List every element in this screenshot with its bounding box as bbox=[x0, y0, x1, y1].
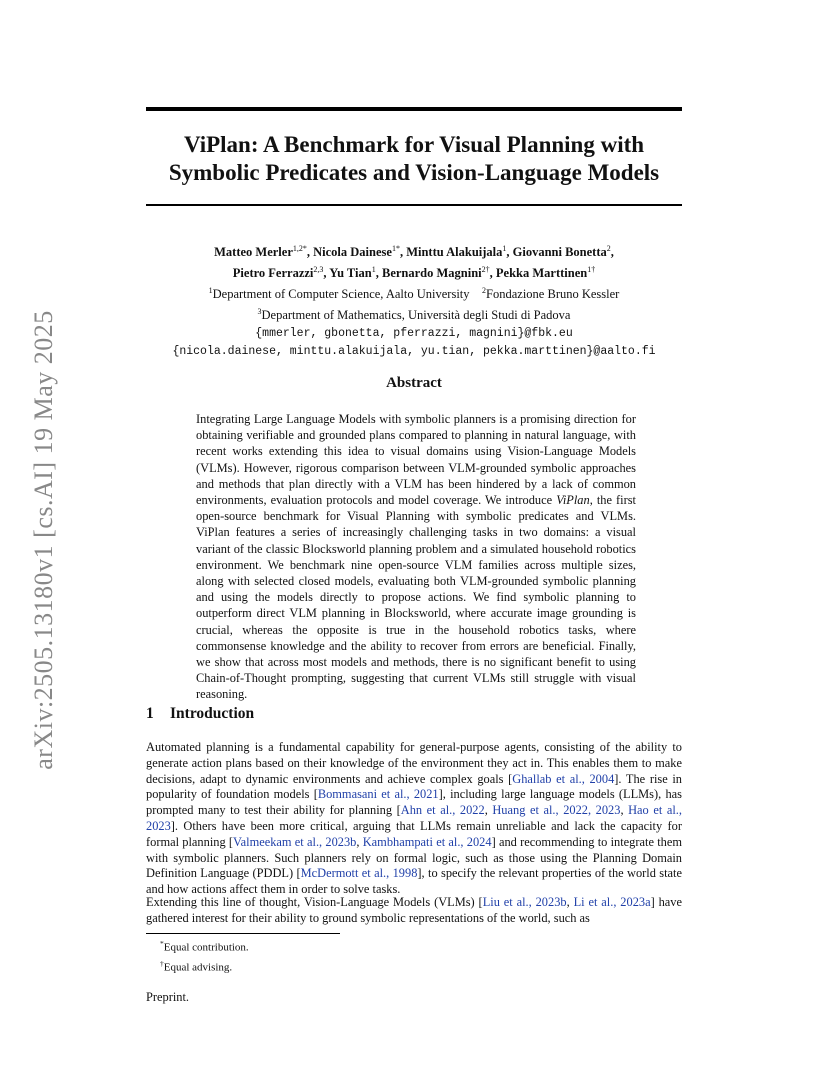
author-name: Yu Tian bbox=[329, 266, 372, 281]
title-rule-top bbox=[146, 107, 682, 111]
affiliation-2-mark: 2 bbox=[482, 286, 487, 296]
author-block bbox=[146, 240, 682, 361]
paragraph-text: , bbox=[484, 803, 493, 818]
author-affiliation-mark: 1 bbox=[502, 244, 507, 253]
author-name: Matteo Merler bbox=[214, 245, 293, 260]
paragraph-text: ] have gathered interest for their ability to ground symbolic representations of the world, such as bbox=[146, 895, 682, 925]
citation-link[interactable]: Liu et al., 2023b bbox=[482, 895, 567, 909]
abstract-emphasis: ViPlan bbox=[556, 493, 590, 508]
citation-link[interactable]: Bommasani et al., 2021 bbox=[317, 787, 439, 802]
author-affiliation-mark: 1 bbox=[371, 265, 376, 275]
email-line-2: {nicola.dainese, minttu.alakuijala, yu.tian, pekka.marttinen}@aalto.fi bbox=[172, 344, 656, 358]
author-affiliation-mark: 1† bbox=[587, 265, 596, 275]
author-affiliation-mark: 2,3 bbox=[313, 265, 324, 275]
paragraph-text: , bbox=[620, 803, 629, 818]
author-name: Minttu Alakuijala bbox=[406, 245, 503, 260]
footnotes bbox=[160, 936, 249, 975]
section-title: Introduction bbox=[170, 705, 255, 722]
paper-title bbox=[146, 131, 682, 187]
author-affiliation-mark: 2† bbox=[481, 265, 490, 275]
abstract-body bbox=[196, 411, 636, 703]
intro-paragraph-1 bbox=[146, 740, 682, 898]
author-name: Pietro Ferrazzi bbox=[232, 266, 314, 281]
paragraph-text: ]. Others have been more critical, arguing that LLMs remain unreliable and lack the capacity for formal planning [ bbox=[146, 818, 682, 849]
author-affiliation-mark: 2 bbox=[606, 244, 611, 253]
citation-link[interactable]: Ghallab et al., 2004 bbox=[512, 771, 615, 786]
affiliation-1: Department of Computer Science, Aalto University bbox=[212, 287, 470, 302]
intro-paragraph-2 bbox=[146, 895, 682, 927]
author-name: Giovanni Bonetta bbox=[512, 245, 607, 260]
footnote-mark: † bbox=[160, 958, 164, 968]
paragraph-text: ], including large language models (LLMs), has prompted many to test their ability for planning [ bbox=[146, 787, 682, 818]
affiliation-line-1 bbox=[146, 282, 682, 303]
paragraph-text: ]. The rise in popularity of foundation models [ bbox=[146, 771, 682, 802]
author-line-1: Matteo Merler$^{1,2*}$, Nicola Dainese$^{1*}$, Minttu Alakuijala$^1$, Giovanni Bonetta$^2$, bbox=[214, 244, 614, 260]
section-number: 1 bbox=[146, 705, 154, 722]
paragraph-text: Extending this line of thought, Vision-Language Models (VLMs) [ bbox=[146, 895, 483, 909]
affiliation-3: Department of Mathematics, Università degli Studi di Padova bbox=[261, 308, 571, 323]
citation-link[interactable]: McDermott et al., 1998 bbox=[300, 866, 418, 881]
author-name: Pekka Marttinen bbox=[495, 266, 588, 281]
paragraph-text: ], to specify the relevant properties of the world state and how actions affect them in order to solve tasks. bbox=[146, 866, 683, 897]
author-line-2: Pietro Ferrazzi$^{2,3}$, Yu Tian$^1$, Bernardo Magnini$^{2\dagger}$, Pekka Marttinen$^{1\dagger}$ bbox=[232, 265, 596, 281]
affiliation-1-mark: 1 bbox=[208, 286, 213, 296]
citation-link[interactable]: Huang et al., 2022, 2023 bbox=[492, 803, 621, 818]
citation-link[interactable]: Kambhampati et al., 2024 bbox=[362, 834, 492, 849]
author-affiliation-mark: 1* bbox=[391, 244, 400, 253]
abstract-heading: Abstract bbox=[386, 375, 442, 391]
arxiv-identifier: arXiv:2505.13180v1 [cs.AI] 19 May 2025 bbox=[29, 310, 58, 770]
email-line-1: {mmerler, gbonetta, pferrazzi, magnini}@fbk.eu bbox=[255, 326, 573, 340]
title-line-2: Symbolic Predicates and Vision-Language Models bbox=[168, 160, 660, 185]
paragraph-text: Automated planning is a fundamental capability for general-purpose agents, consisting of the ability to generate action plans based on their knowledge of the environment they act in. This enables them to make decisions, adapt to dynamic environments and achieve complex goals [ bbox=[146, 740, 682, 786]
footnote-text: Equal advising. bbox=[163, 961, 233, 974]
citation-link[interactable]: Hao et al., 2023 bbox=[146, 803, 682, 833]
paragraph-text: ] and recommending to integrate them with symbolic planners. Such planners rely on formal logic, such as those using the Planning Domain Definition Language (PDDL) [ bbox=[146, 834, 682, 881]
author-affiliation-mark: 1,2* bbox=[292, 244, 307, 253]
citation-link[interactable]: Li et al., 2023a bbox=[573, 895, 651, 909]
title-rule-bottom bbox=[146, 204, 682, 206]
title-line-1: ViPlan: A Benchmark for Visual Planning with bbox=[183, 132, 645, 157]
author-name: Nicola Dainese bbox=[313, 245, 392, 260]
abstract-text-1: Integrating Large Language Models with symbolic planners is a promising direction for obtaining verifiable and grounded plans compared to planning in natural language, with recent works extending this idea to visual domains using Vision-Language Models (VLMs). However, rigorous comparison between VLM-grounded symbolic approaches and methods that plan directly with a VLM has been hindered by a lack of common environments, evaluation protocols and model coverage. We introduce bbox=[196, 412, 636, 508]
footnote-text: Equal contribution. bbox=[163, 941, 249, 954]
abstract-text-2: , the first open-source benchmark for Visual Planning with symbolic predicates and VLMs. ViPlan features a series of increasingly challenging tasks in two domains: a visual variant of the classic Blocksworld planning problem and a simulated household robotics environment. We benchmark nine open-source VLM families across multiple sizes, along with selected closed models, evaluating both VLM-grounded symbolic planning and using the models directly to propose actions. We find symbolic planning to outperform direct VLM planning in Blocksworld, where accurate image grounding is crucial, whereas the opposite is true in the household robotics tasks, where commonsense knowledge and the ability to recover from errors are beneficial. Finally, we show that across most models and methods, there is no significant benefit to using Chain-of-Thought prompting, suggesting that current VLMs still struggle with visual reasoning. bbox=[196, 493, 636, 702]
citation-link[interactable]: Valmeekam et al., 2023b bbox=[233, 834, 357, 849]
paragraph-text: , bbox=[566, 895, 574, 909]
footnote-mark: * bbox=[160, 939, 164, 948]
affiliation-line-2 bbox=[146, 303, 682, 324]
footnote bbox=[160, 936, 249, 956]
footnote-rule bbox=[146, 933, 340, 934]
footnote bbox=[160, 956, 249, 976]
section-heading bbox=[146, 705, 254, 723]
preprint-label: Preprint. bbox=[146, 990, 190, 1004]
affiliation-2: Fondazione Bruno Kessler bbox=[486, 287, 620, 302]
affiliation-3-mark: 3 bbox=[257, 307, 262, 317]
citation-link[interactable]: Ahn et al., 2022 bbox=[400, 803, 485, 818]
author-name: Bernardo Magnini bbox=[381, 266, 482, 281]
arxiv-side-stamp bbox=[24, 300, 64, 780]
paragraph-text: , bbox=[356, 834, 363, 849]
